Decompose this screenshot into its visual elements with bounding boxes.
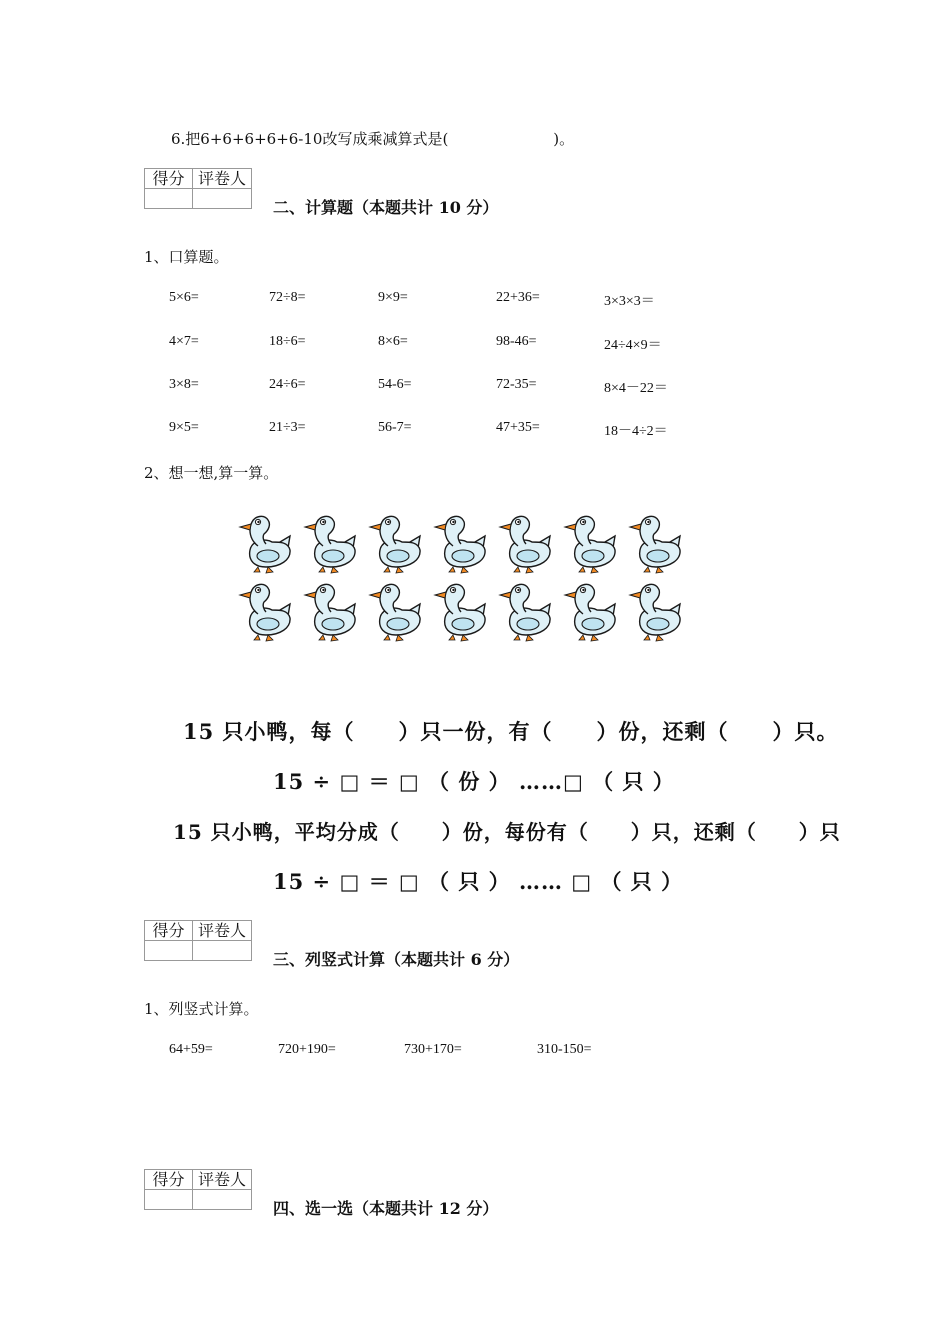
duck-icon [435, 584, 485, 641]
vertical-calc-item: 64+59= [169, 1042, 213, 1057]
calc-item: 9×5= [169, 420, 199, 435]
vertical-calc-item: 720+190= [278, 1042, 336, 1057]
ducks-illustration [236, 512, 686, 644]
grader-cell[interactable] [193, 941, 252, 961]
duck-equation-2: 15 ÷ □ ＝ □ （ 只 ） …… □ （ 只 ） [273, 869, 684, 894]
score-header: 得分 [145, 169, 193, 189]
duck-icon [565, 584, 615, 641]
calc-item: 98-46= [496, 334, 537, 349]
score-cell[interactable] [145, 189, 193, 209]
score-cell[interactable] [145, 941, 193, 961]
question-label: 2、想一想,算一算。 [144, 464, 279, 482]
grader-header: 评卷人 [193, 921, 252, 941]
calc-item: 47+35= [496, 420, 540, 435]
calc-item: 3×8= [169, 377, 199, 392]
section-title: 四、选一选（本题共计 12 分） [273, 1199, 499, 1218]
question-label: 1、列竖式计算。 [144, 1000, 259, 1018]
score-table [144, 1169, 252, 1210]
calc-item: 5×6= [169, 290, 199, 305]
grader-cell[interactable] [193, 189, 252, 209]
duck-icon [305, 584, 355, 641]
section-title: 三、列竖式计算（本题共计 6 分） [273, 950, 520, 969]
duck-icon [500, 584, 550, 641]
grader-header: 评卷人 [193, 1170, 252, 1190]
calc-item: 56-7= [378, 420, 412, 435]
grader-header: 评卷人 [193, 169, 252, 189]
grader-cell[interactable] [193, 1190, 252, 1210]
duck-question-2: 15 只小鸭，平均分成（ ）份，每份有（ ）只，还剩（ ）只 [173, 820, 841, 844]
calc-item: 4×7= [169, 334, 199, 349]
score-cell[interactable] [145, 1190, 193, 1210]
calc-item: 72-35= [496, 377, 537, 392]
question-6: 6.把6+6+6+6+6-10改写成乘减算式是( )。 [171, 130, 575, 148]
score-table [144, 920, 252, 961]
duck-icon [240, 584, 290, 641]
calc-item: 3×3×3＝ [604, 294, 655, 309]
duck-equation-1: 15 ÷ □ ＝ □ （ 份 ） ……□ （ 只 ） [273, 769, 675, 794]
duck-icon [565, 516, 615, 573]
calc-item: 9×9= [378, 290, 408, 305]
duck-question-1: 15 只小鸭，每（ ）只一份，有（ ）份，还剩（ ）只。 [183, 719, 839, 744]
calc-item: 72÷8= [269, 290, 306, 305]
score-table [144, 168, 252, 209]
calc-item: 54-6= [378, 377, 412, 392]
duck-icon [305, 516, 355, 573]
duck-icon [435, 516, 485, 573]
duck-icon [370, 584, 420, 641]
duck-icon [500, 516, 550, 573]
calc-item: 22+36= [496, 290, 540, 305]
question-label: 1、口算题。 [144, 248, 229, 266]
score-header: 得分 [145, 1170, 193, 1190]
calc-item: 18－4÷2＝ [604, 424, 668, 439]
vertical-calc-item: 310-150= [537, 1042, 592, 1057]
duck-icon [240, 516, 290, 573]
calc-item: 8×6= [378, 334, 408, 349]
calc-item: 8×4－22＝ [604, 381, 668, 396]
vertical-calc-item: 730+170= [404, 1042, 462, 1057]
score-header: 得分 [145, 921, 193, 941]
section-title: 二、计算题（本题共计 10 分） [273, 198, 499, 217]
calc-item: 24÷4×9＝ [604, 338, 662, 353]
calc-item: 18÷6= [269, 334, 306, 349]
duck-icon [630, 584, 680, 641]
duck-icon [630, 516, 680, 573]
calc-item: 21÷3= [269, 420, 306, 435]
duck-icon [370, 516, 420, 573]
calc-item: 24÷6= [269, 377, 306, 392]
